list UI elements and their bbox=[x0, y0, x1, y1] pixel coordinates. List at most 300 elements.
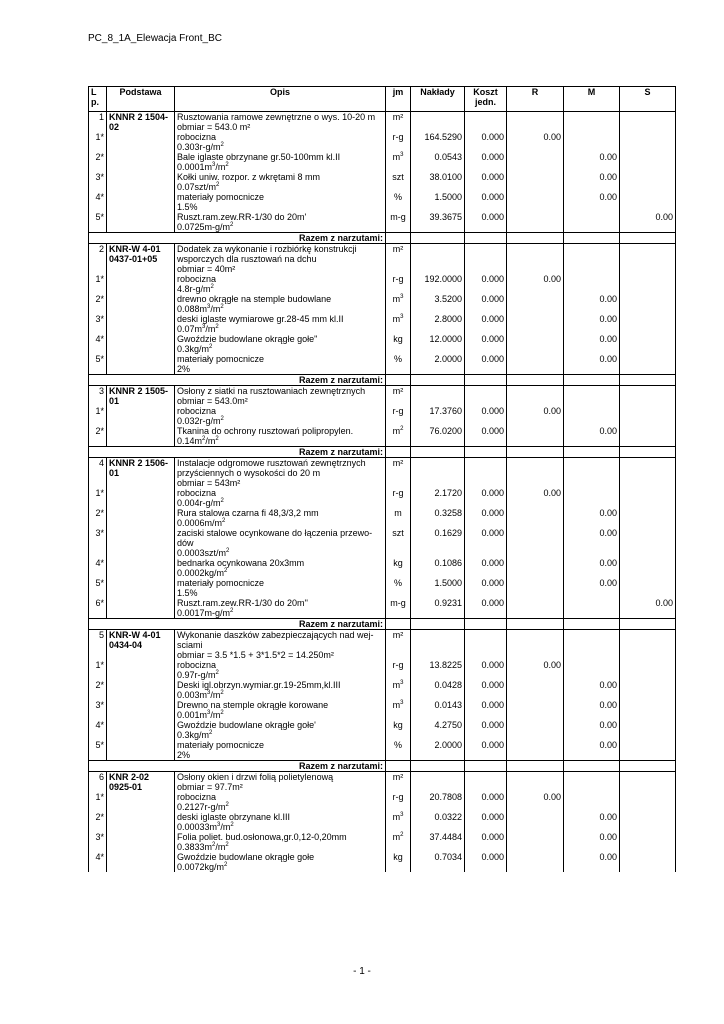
empty-cell bbox=[507, 447, 564, 458]
empty-cell bbox=[564, 619, 620, 630]
resource-quantity: 37.4484 bbox=[411, 832, 465, 852]
resource-description: Folia poliet. bud.osłonowa,gr.0,12-0,20mm $0.3833m^2/m^2$ bbox=[175, 832, 386, 852]
resource-s-value bbox=[620, 152, 676, 172]
empty-cell bbox=[411, 761, 465, 772]
resource-unit-cost: 0.000 bbox=[465, 426, 507, 447]
empty-cell bbox=[620, 375, 676, 386]
resource-m-value: 0.00 bbox=[564, 558, 620, 578]
summary-row bbox=[89, 619, 676, 630]
resource-unit: szt bbox=[386, 172, 411, 192]
empty-cell bbox=[564, 112, 620, 133]
resource-m-value: 0.00 bbox=[564, 294, 620, 314]
position-number: 3 bbox=[89, 386, 107, 407]
summary-label: Razem z narzutami: bbox=[89, 619, 386, 630]
resource-quantity: 1.5000 bbox=[411, 192, 465, 212]
resource-s-value bbox=[620, 314, 676, 334]
resource-unit: kg bbox=[386, 720, 411, 740]
resource-m-value: 0.00 bbox=[564, 314, 620, 334]
resource-number: 5* bbox=[89, 740, 107, 761]
empty-cell bbox=[465, 112, 507, 133]
empty-cell bbox=[564, 761, 620, 772]
empty-cell bbox=[465, 619, 507, 630]
resource-description: materiały pomocnicze 1.5% bbox=[175, 192, 386, 212]
resource-description: Tkanina do ochrony rusztowań polipropylen. $0.14m^2/m^2$ bbox=[175, 426, 386, 447]
position-basis: KNNR 2 1504- 02 bbox=[107, 112, 175, 133]
resource-number: 3* bbox=[89, 700, 107, 720]
resource-number: 3* bbox=[89, 528, 107, 558]
empty-cell bbox=[107, 528, 175, 558]
resource-unit: m-g bbox=[386, 212, 411, 233]
resource-row bbox=[89, 792, 676, 812]
resource-quantity: 0.7034 bbox=[411, 852, 465, 872]
empty-cell bbox=[411, 112, 465, 133]
resource-number: 1* bbox=[89, 660, 107, 680]
resource-description: robocizna $0.004r-g/m^2$ bbox=[175, 488, 386, 508]
empty-cell bbox=[620, 112, 676, 133]
resource-unit: $m^3$ bbox=[386, 314, 411, 334]
resource-quantity: 38.0100 bbox=[411, 172, 465, 192]
resource-quantity: 0.0428 bbox=[411, 680, 465, 700]
resource-row bbox=[89, 528, 676, 558]
resource-unit-cost: 0.000 bbox=[465, 680, 507, 700]
resource-number: 2* bbox=[89, 294, 107, 314]
position-description: Osłony okien i drzwi folią polietylenową obmiar = 97.7m² bbox=[175, 772, 386, 793]
resource-number: 2* bbox=[89, 680, 107, 700]
resource-s-value bbox=[620, 832, 676, 852]
header-jm: jm bbox=[386, 87, 411, 112]
position-unit: m² bbox=[386, 630, 411, 661]
resource-row bbox=[89, 426, 676, 447]
resource-description: bednarka ocynkowana 20x3mm $0.0002kg/m^2$ bbox=[175, 558, 386, 578]
resource-quantity: 39.3675 bbox=[411, 212, 465, 233]
resource-quantity: 0.1086 bbox=[411, 558, 465, 578]
resource-row bbox=[89, 212, 676, 233]
empty-cell bbox=[564, 458, 620, 489]
resource-row bbox=[89, 680, 676, 700]
position-basis: KNR 2-02 0925-01 bbox=[107, 772, 175, 793]
resource-unit: r-g bbox=[386, 792, 411, 812]
resource-description: Gwoździe budowlane okrągłe gołe $0.0072kg/m^2$ bbox=[175, 852, 386, 872]
resource-quantity: 192.0000 bbox=[411, 274, 465, 294]
resource-r-value bbox=[507, 212, 564, 233]
resource-row bbox=[89, 660, 676, 680]
empty-cell bbox=[411, 375, 465, 386]
resource-m-value: 0.00 bbox=[564, 508, 620, 528]
resource-unit: $m^2$ bbox=[386, 832, 411, 852]
resource-r-value bbox=[507, 740, 564, 761]
resource-number: 1* bbox=[89, 132, 107, 152]
resource-quantity: 17.3760 bbox=[411, 406, 465, 426]
empty-cell bbox=[107, 294, 175, 314]
resource-m-value: 0.00 bbox=[564, 680, 620, 700]
resource-unit: r-g bbox=[386, 274, 411, 294]
empty-cell bbox=[411, 233, 465, 244]
resource-s-value bbox=[620, 192, 676, 212]
resource-number: 4* bbox=[89, 192, 107, 212]
resource-s-value bbox=[620, 426, 676, 447]
resource-quantity: 2.0000 bbox=[411, 354, 465, 375]
empty-cell bbox=[620, 619, 676, 630]
resource-row bbox=[89, 132, 676, 152]
resource-unit: $m^3$ bbox=[386, 680, 411, 700]
resource-row bbox=[89, 598, 676, 619]
resource-number: 3* bbox=[89, 172, 107, 192]
resource-number: 5* bbox=[89, 212, 107, 233]
resource-description: zaciski stalowe ocynkowane do łączenia przewo- dów $0.0003szt/m^2$ bbox=[175, 528, 386, 558]
resource-s-value: 0.00 bbox=[620, 212, 676, 233]
resource-row bbox=[89, 720, 676, 740]
estimate-body bbox=[89, 112, 676, 873]
table-header-row bbox=[89, 87, 676, 112]
resource-quantity: 2.0000 bbox=[411, 740, 465, 761]
resource-s-value bbox=[620, 406, 676, 426]
position-number: 2 bbox=[89, 244, 107, 275]
resource-s-value bbox=[620, 172, 676, 192]
resource-unit: kg bbox=[386, 334, 411, 354]
resource-row bbox=[89, 172, 676, 192]
empty-cell bbox=[107, 152, 175, 172]
resource-s-value bbox=[620, 528, 676, 558]
empty-cell bbox=[507, 375, 564, 386]
empty-cell bbox=[507, 233, 564, 244]
resource-quantity: 20.7808 bbox=[411, 792, 465, 812]
resource-r-value bbox=[507, 294, 564, 314]
resource-s-value bbox=[620, 132, 676, 152]
summary-row bbox=[89, 233, 676, 244]
resource-row bbox=[89, 832, 676, 852]
resource-number: 1* bbox=[89, 274, 107, 294]
resource-quantity: 0.1629 bbox=[411, 528, 465, 558]
resource-description: materiały pomocnicze 2% bbox=[175, 740, 386, 761]
resource-quantity: 2.1720 bbox=[411, 488, 465, 508]
empty-cell bbox=[107, 334, 175, 354]
resource-r-value: 0.00 bbox=[507, 488, 564, 508]
empty-cell bbox=[564, 244, 620, 275]
summary-row bbox=[89, 447, 676, 458]
empty-cell bbox=[564, 375, 620, 386]
empty-cell bbox=[107, 212, 175, 233]
empty-cell bbox=[107, 812, 175, 832]
empty-cell bbox=[507, 458, 564, 489]
resource-unit: m-g bbox=[386, 598, 411, 619]
empty-cell bbox=[107, 558, 175, 578]
empty-cell bbox=[465, 233, 507, 244]
resource-unit: r-g bbox=[386, 132, 411, 152]
empty-cell bbox=[620, 386, 676, 407]
empty-cell bbox=[107, 740, 175, 761]
position-unit: m² bbox=[386, 458, 411, 489]
resource-m-value bbox=[564, 406, 620, 426]
resource-unit: r-g bbox=[386, 406, 411, 426]
resource-unit: % bbox=[386, 354, 411, 375]
resource-m-value: 0.00 bbox=[564, 354, 620, 375]
resource-number: 4* bbox=[89, 720, 107, 740]
resource-unit-cost: 0.000 bbox=[465, 812, 507, 832]
resource-number: 4* bbox=[89, 852, 107, 872]
resource-r-value bbox=[507, 832, 564, 852]
resource-m-value bbox=[564, 660, 620, 680]
resource-quantity: 13.8225 bbox=[411, 660, 465, 680]
resource-unit: m bbox=[386, 508, 411, 528]
resource-r-value bbox=[507, 598, 564, 619]
resource-unit-cost: 0.000 bbox=[465, 528, 507, 558]
resource-s-value bbox=[620, 852, 676, 872]
resource-unit-cost: 0.000 bbox=[465, 700, 507, 720]
resource-number: 2* bbox=[89, 426, 107, 447]
empty-cell bbox=[507, 244, 564, 275]
empty-cell bbox=[465, 447, 507, 458]
resource-description: materiały pomocnicze 2% bbox=[175, 354, 386, 375]
resource-number: 5* bbox=[89, 354, 107, 375]
resource-number: 5* bbox=[89, 578, 107, 598]
resource-r-value bbox=[507, 852, 564, 872]
empty-cell bbox=[107, 488, 175, 508]
resource-s-value bbox=[620, 558, 676, 578]
resource-unit: % bbox=[386, 578, 411, 598]
resource-number: 1* bbox=[89, 792, 107, 812]
summary-label: Razem z narzutami: bbox=[89, 447, 386, 458]
empty-cell bbox=[107, 508, 175, 528]
empty-cell bbox=[507, 772, 564, 793]
empty-cell bbox=[620, 233, 676, 244]
resource-unit-cost: 0.000 bbox=[465, 832, 507, 852]
resource-row bbox=[89, 740, 676, 761]
resource-unit-cost: 0.000 bbox=[465, 314, 507, 334]
resource-description: robocizna $0.2127r-g/m^2$ bbox=[175, 792, 386, 812]
empty-cell bbox=[107, 578, 175, 598]
estimate-table bbox=[88, 86, 676, 872]
resource-m-value: 0.00 bbox=[564, 720, 620, 740]
empty-cell bbox=[564, 233, 620, 244]
resource-row bbox=[89, 508, 676, 528]
empty-cell bbox=[507, 630, 564, 661]
empty-cell bbox=[107, 832, 175, 852]
empty-cell bbox=[386, 375, 411, 386]
resource-row bbox=[89, 314, 676, 334]
resource-unit-cost: 0.000 bbox=[465, 720, 507, 740]
summary-row bbox=[89, 375, 676, 386]
resource-unit-cost: 0.000 bbox=[465, 578, 507, 598]
header-base: Podstawa bbox=[107, 87, 175, 112]
position-row bbox=[89, 386, 676, 407]
resource-quantity: 0.0322 bbox=[411, 812, 465, 832]
header-r: R bbox=[507, 87, 564, 112]
resource-quantity: 0.0543 bbox=[411, 152, 465, 172]
resource-r-value bbox=[507, 680, 564, 700]
resource-unit: szt bbox=[386, 528, 411, 558]
empty-cell bbox=[411, 458, 465, 489]
empty-cell bbox=[620, 772, 676, 793]
resource-unit-cost: 0.000 bbox=[465, 508, 507, 528]
resource-unit: $m^3$ bbox=[386, 700, 411, 720]
resource-r-value: 0.00 bbox=[507, 792, 564, 812]
empty-cell bbox=[411, 619, 465, 630]
resource-description: Gwoździe budowlane okrągłe gołe" $0.3kg/m^2$ bbox=[175, 334, 386, 354]
resource-s-value: 0.00 bbox=[620, 598, 676, 619]
empty-cell bbox=[386, 447, 411, 458]
resource-r-value bbox=[507, 426, 564, 447]
resource-description: deski iglaste obrzynane kl.III $0.00033m^3/m^2$ bbox=[175, 812, 386, 832]
resource-r-value: 0.00 bbox=[507, 660, 564, 680]
resource-number: 1* bbox=[89, 406, 107, 426]
resource-description: robocizna $4.8r-g/m^2$ bbox=[175, 274, 386, 294]
empty-cell bbox=[107, 598, 175, 619]
position-basis: KNR-W 4-01 0437-01+05 bbox=[107, 244, 175, 275]
position-number: 5 bbox=[89, 630, 107, 661]
header-m: M bbox=[564, 87, 620, 112]
resource-description: robocizna $0.97r-g/m^2$ bbox=[175, 660, 386, 680]
resource-unit-cost: 0.000 bbox=[465, 334, 507, 354]
resource-m-value bbox=[564, 212, 620, 233]
empty-cell bbox=[620, 244, 676, 275]
resource-description: Gwoździe budowlane okrągłe gołe' $0.3kg/m^2$ bbox=[175, 720, 386, 740]
resource-unit-cost: 0.000 bbox=[465, 212, 507, 233]
resource-m-value: 0.00 bbox=[564, 426, 620, 447]
position-number: 6 bbox=[89, 772, 107, 793]
resource-description: deski iglaste wymiarowe gr.28-45 mm kl.II $0.07m^3/m^2$ bbox=[175, 314, 386, 334]
empty-cell bbox=[465, 458, 507, 489]
resource-r-value bbox=[507, 700, 564, 720]
empty-cell bbox=[107, 700, 175, 720]
header-lp: L p. bbox=[89, 87, 107, 112]
summary-row bbox=[89, 761, 676, 772]
empty-cell bbox=[465, 386, 507, 407]
empty-cell bbox=[411, 386, 465, 407]
resource-row bbox=[89, 294, 676, 314]
resource-s-value bbox=[620, 680, 676, 700]
resource-number: 4* bbox=[89, 334, 107, 354]
resource-s-value bbox=[620, 508, 676, 528]
resource-s-value bbox=[620, 334, 676, 354]
empty-cell bbox=[107, 172, 175, 192]
resource-m-value: 0.00 bbox=[564, 812, 620, 832]
empty-cell bbox=[411, 772, 465, 793]
empty-cell bbox=[465, 375, 507, 386]
resource-m-value bbox=[564, 792, 620, 812]
resource-unit-cost: 0.000 bbox=[465, 152, 507, 172]
resource-unit-cost: 0.000 bbox=[465, 488, 507, 508]
empty-cell bbox=[107, 680, 175, 700]
empty-cell bbox=[507, 386, 564, 407]
resource-s-value bbox=[620, 812, 676, 832]
empty-cell bbox=[564, 447, 620, 458]
resource-r-value bbox=[507, 528, 564, 558]
resource-row bbox=[89, 578, 676, 598]
resource-quantity: 2.8000 bbox=[411, 314, 465, 334]
empty-cell bbox=[620, 630, 676, 661]
resource-row bbox=[89, 852, 676, 872]
resource-quantity: 3.5200 bbox=[411, 294, 465, 314]
position-description: Instalacje odgromowe rusztowań zewnętrznych przyściennych o wysokości do 20 m obmiar = 543m² bbox=[175, 458, 386, 489]
resource-s-value bbox=[620, 660, 676, 680]
resource-description: Ruszt.ram.zew.RR-1/30 do 20m'' $0.0017m-g/m^2$ bbox=[175, 598, 386, 619]
resource-unit: kg bbox=[386, 852, 411, 872]
position-description: Osłony z siatki na rusztowaniach zewnętrznych obmiar = 543.0m² bbox=[175, 386, 386, 407]
resource-unit: kg bbox=[386, 558, 411, 578]
resource-m-value: 0.00 bbox=[564, 528, 620, 558]
position-row bbox=[89, 112, 676, 133]
position-unit: m² bbox=[386, 386, 411, 407]
summary-label: Razem z narzutami: bbox=[89, 233, 386, 244]
resource-row bbox=[89, 274, 676, 294]
position-description: Rusztowania ramowe zewnętrzne o wys. 10-20 m obmiar = 543.0 m² bbox=[175, 112, 386, 133]
resource-unit-cost: 0.000 bbox=[465, 598, 507, 619]
resource-row bbox=[89, 488, 676, 508]
resource-quantity: 4.2750 bbox=[411, 720, 465, 740]
resource-s-value bbox=[620, 700, 676, 720]
position-row bbox=[89, 772, 676, 793]
empty-cell bbox=[507, 619, 564, 630]
resource-m-value bbox=[564, 488, 620, 508]
resource-quantity: 0.0143 bbox=[411, 700, 465, 720]
empty-cell bbox=[107, 314, 175, 334]
resource-unit-cost: 0.000 bbox=[465, 852, 507, 872]
resource-unit: $m^2$ bbox=[386, 426, 411, 447]
page-number: - 1 - bbox=[353, 966, 371, 977]
resource-r-value bbox=[507, 812, 564, 832]
summary-label: Razem z narzutami: bbox=[89, 375, 386, 386]
resource-row bbox=[89, 558, 676, 578]
empty-cell bbox=[411, 447, 465, 458]
position-unit: m² bbox=[386, 772, 411, 793]
resource-number: 3* bbox=[89, 832, 107, 852]
resource-r-value bbox=[507, 508, 564, 528]
resource-r-value bbox=[507, 720, 564, 740]
position-unit: m² bbox=[386, 112, 411, 133]
empty-cell bbox=[107, 660, 175, 680]
resource-unit-cost: 0.000 bbox=[465, 354, 507, 375]
resource-quantity: 164.5290 bbox=[411, 132, 465, 152]
summary-label: Razem z narzutami: bbox=[89, 761, 386, 772]
empty-cell bbox=[465, 630, 507, 661]
resource-unit: r-g bbox=[386, 488, 411, 508]
resource-number: 4* bbox=[89, 558, 107, 578]
resource-description: Rura stalowa czarna fi 48,3/3,2 mm $0.0006m/m^2$ bbox=[175, 508, 386, 528]
resource-unit-cost: 0.000 bbox=[465, 406, 507, 426]
resource-number: 2* bbox=[89, 152, 107, 172]
position-row bbox=[89, 630, 676, 661]
resource-s-value bbox=[620, 720, 676, 740]
empty-cell bbox=[107, 354, 175, 375]
empty-cell bbox=[107, 852, 175, 872]
position-row bbox=[89, 244, 676, 275]
resource-r-value bbox=[507, 558, 564, 578]
resource-description: robocizna $0.303r-g/m^2$ bbox=[175, 132, 386, 152]
resource-unit-cost: 0.000 bbox=[465, 274, 507, 294]
resource-description: robocizna $0.032r-g/m^2$ bbox=[175, 406, 386, 426]
empty-cell bbox=[107, 132, 175, 152]
header-s: S bbox=[620, 87, 676, 112]
resource-row bbox=[89, 812, 676, 832]
resource-unit-cost: 0.000 bbox=[465, 172, 507, 192]
resource-m-value: 0.00 bbox=[564, 578, 620, 598]
empty-cell bbox=[107, 192, 175, 212]
resource-m-value: 0.00 bbox=[564, 152, 620, 172]
resource-unit: % bbox=[386, 192, 411, 212]
resource-row bbox=[89, 354, 676, 375]
empty-cell bbox=[386, 233, 411, 244]
empty-cell bbox=[386, 619, 411, 630]
resource-unit-cost: 0.000 bbox=[465, 132, 507, 152]
document-title: PC_8_1A_Elewacja Front_BC bbox=[88, 33, 222, 44]
header-koszt: Koszt jedn. bbox=[465, 87, 507, 112]
resource-unit-cost: 0.000 bbox=[465, 792, 507, 812]
resource-s-value bbox=[620, 294, 676, 314]
position-description: Wykonanie daszków zabezpieczających nad wej- sciami obmiar = 3.5 *1.5 + 3*1.5*2 = 14.250m² bbox=[175, 630, 386, 661]
empty-cell bbox=[107, 406, 175, 426]
empty-cell bbox=[107, 720, 175, 740]
empty-cell bbox=[386, 761, 411, 772]
